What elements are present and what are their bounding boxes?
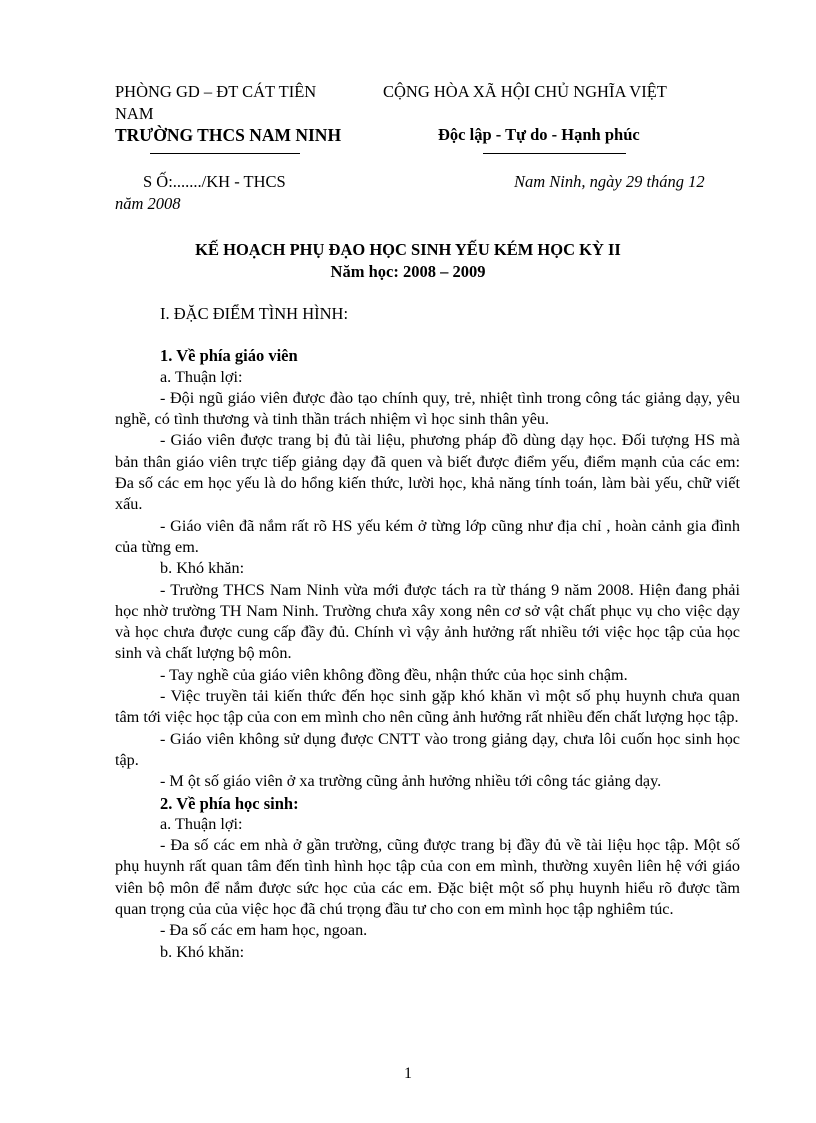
country-name: CỘNG HÒA XÃ HỘI CHỦ NGHĨA VIỆT (383, 82, 667, 101)
paragraph: - M ột số giáo viên ở xa trường cũng ảnh hưởng nhiều tới công tác giảng dạy. (160, 772, 662, 791)
paragraph: - Giáo viên đã nắm rất rõ HS yếu kém ở từng lớp cũng như địa chỉ , hoàn cảnh gia đình của từng em. (115, 516, 740, 556)
paragraph: - Giáo viên được trang bị đủ tài liệu, phương pháp đồ dùng dạy học. Đối tượng HS mà bản thân giáo viên trực tiếp giảng dạy đã quen và biết được điểm yếu, điểm mạnh của các em: Đa số các em học yếu là do hổng kiến thức, lười học, khả năng tính toán, làm bài yếu, chữ viết xấu. (115, 431, 740, 514)
paragraph: - Đa số các em ham học, ngoan. (160, 921, 368, 940)
item-label: b. Khó khăn: (160, 942, 245, 961)
item-label: a. Thuận lợi: (160, 367, 243, 386)
subsection-heading: 2. Về phía học sinh: (160, 793, 299, 813)
section-heading: I. ĐẶC ĐIỂM TÌNH HÌNH: (160, 304, 349, 323)
document-title: KẾ HOẠCH PHỤ ĐẠO HỌC SINH YẾU KÉM HỌC KỲ II (195, 240, 621, 259)
paragraph: - Việc truyền tải kiến thức đến học sinh gặp khó khăn vì một số phụ huynh chưa quan tâm tới việc học tập của con em mình cho nên cũng ảnh hưởng rất nhiều đến chất lượng học tập. (115, 687, 740, 727)
document-date: Nam Ninh, ngày 29 tháng 12 (514, 172, 705, 191)
item-label: b. Khó khăn: (160, 559, 245, 578)
paragraph: - Đội ngũ giáo viên được đào tạo chính quy, trẻ, nhiệt tình trong công tác giảng dạy, yêu nghề, có tình thương và tinh thần trách nhiệm vì học sinh thân yêu. (115, 388, 740, 429)
national-motto: Độc lập - Tự do - Hạnh phúc (438, 125, 640, 144)
paragraph: - Tay nghề của giáo viên không đồng đều, nhận thức của học sinh chậm. (160, 665, 628, 684)
department-name: PHÒNG GD – ĐT CÁT TIÊN (115, 82, 317, 101)
document-body (115, 303, 740, 963)
paragraph: - Đa số các em nhà ở gần trường, cũng được trang bị đầy đủ về tài liệu học tập. Một số phụ huynh rất quan tâm đến tình hình học tập của con em mình, thường xuyên liên hệ với giáo viên bộ môn để nắm được sức học của các em. Đặc biệt một số phụ huynh hiểu rõ được tầm quan trọng của của việc học đã chú trọng đầu tư cho con em mình học tập nghiêm túc. (115, 836, 740, 919)
school-underline (150, 153, 300, 154)
school-year: Năm học: 2008 – 2009 (330, 262, 486, 281)
subsection-heading: 1. Về phía giáo viên (160, 346, 298, 366)
department-name-cont: NAM (115, 104, 154, 123)
school-name: TRƯỜNG THCS NAM NINH (115, 125, 342, 145)
document-number: S Ố:......./KH - THCS (143, 172, 286, 191)
document-year: năm 2008 (115, 194, 181, 213)
motto-underline (483, 153, 626, 154)
paragraph: - Giáo viên không sử dụng được CNTT vào trong giảng dạy, chưa lôi cuốn học sinh học tập. (115, 729, 740, 769)
item-label: a. Thuận lợi: (160, 814, 243, 833)
paragraph: - Trường THCS Nam Ninh vừa mới được tách ra từ tháng 9 năm 2008. Hiện đang phải học nhờ trường TH Nam Ninh. Trường chưa xây xong nên cơ sở vật chất phục vụ cho việc dạy và học chưa được cung cấp đầy đủ. Chính vì vậy ảnh hưởng rất nhiều tới việc học tập của học sinh và chất lượng bộ môn. (115, 580, 740, 663)
page-number: 1 (404, 1065, 412, 1082)
